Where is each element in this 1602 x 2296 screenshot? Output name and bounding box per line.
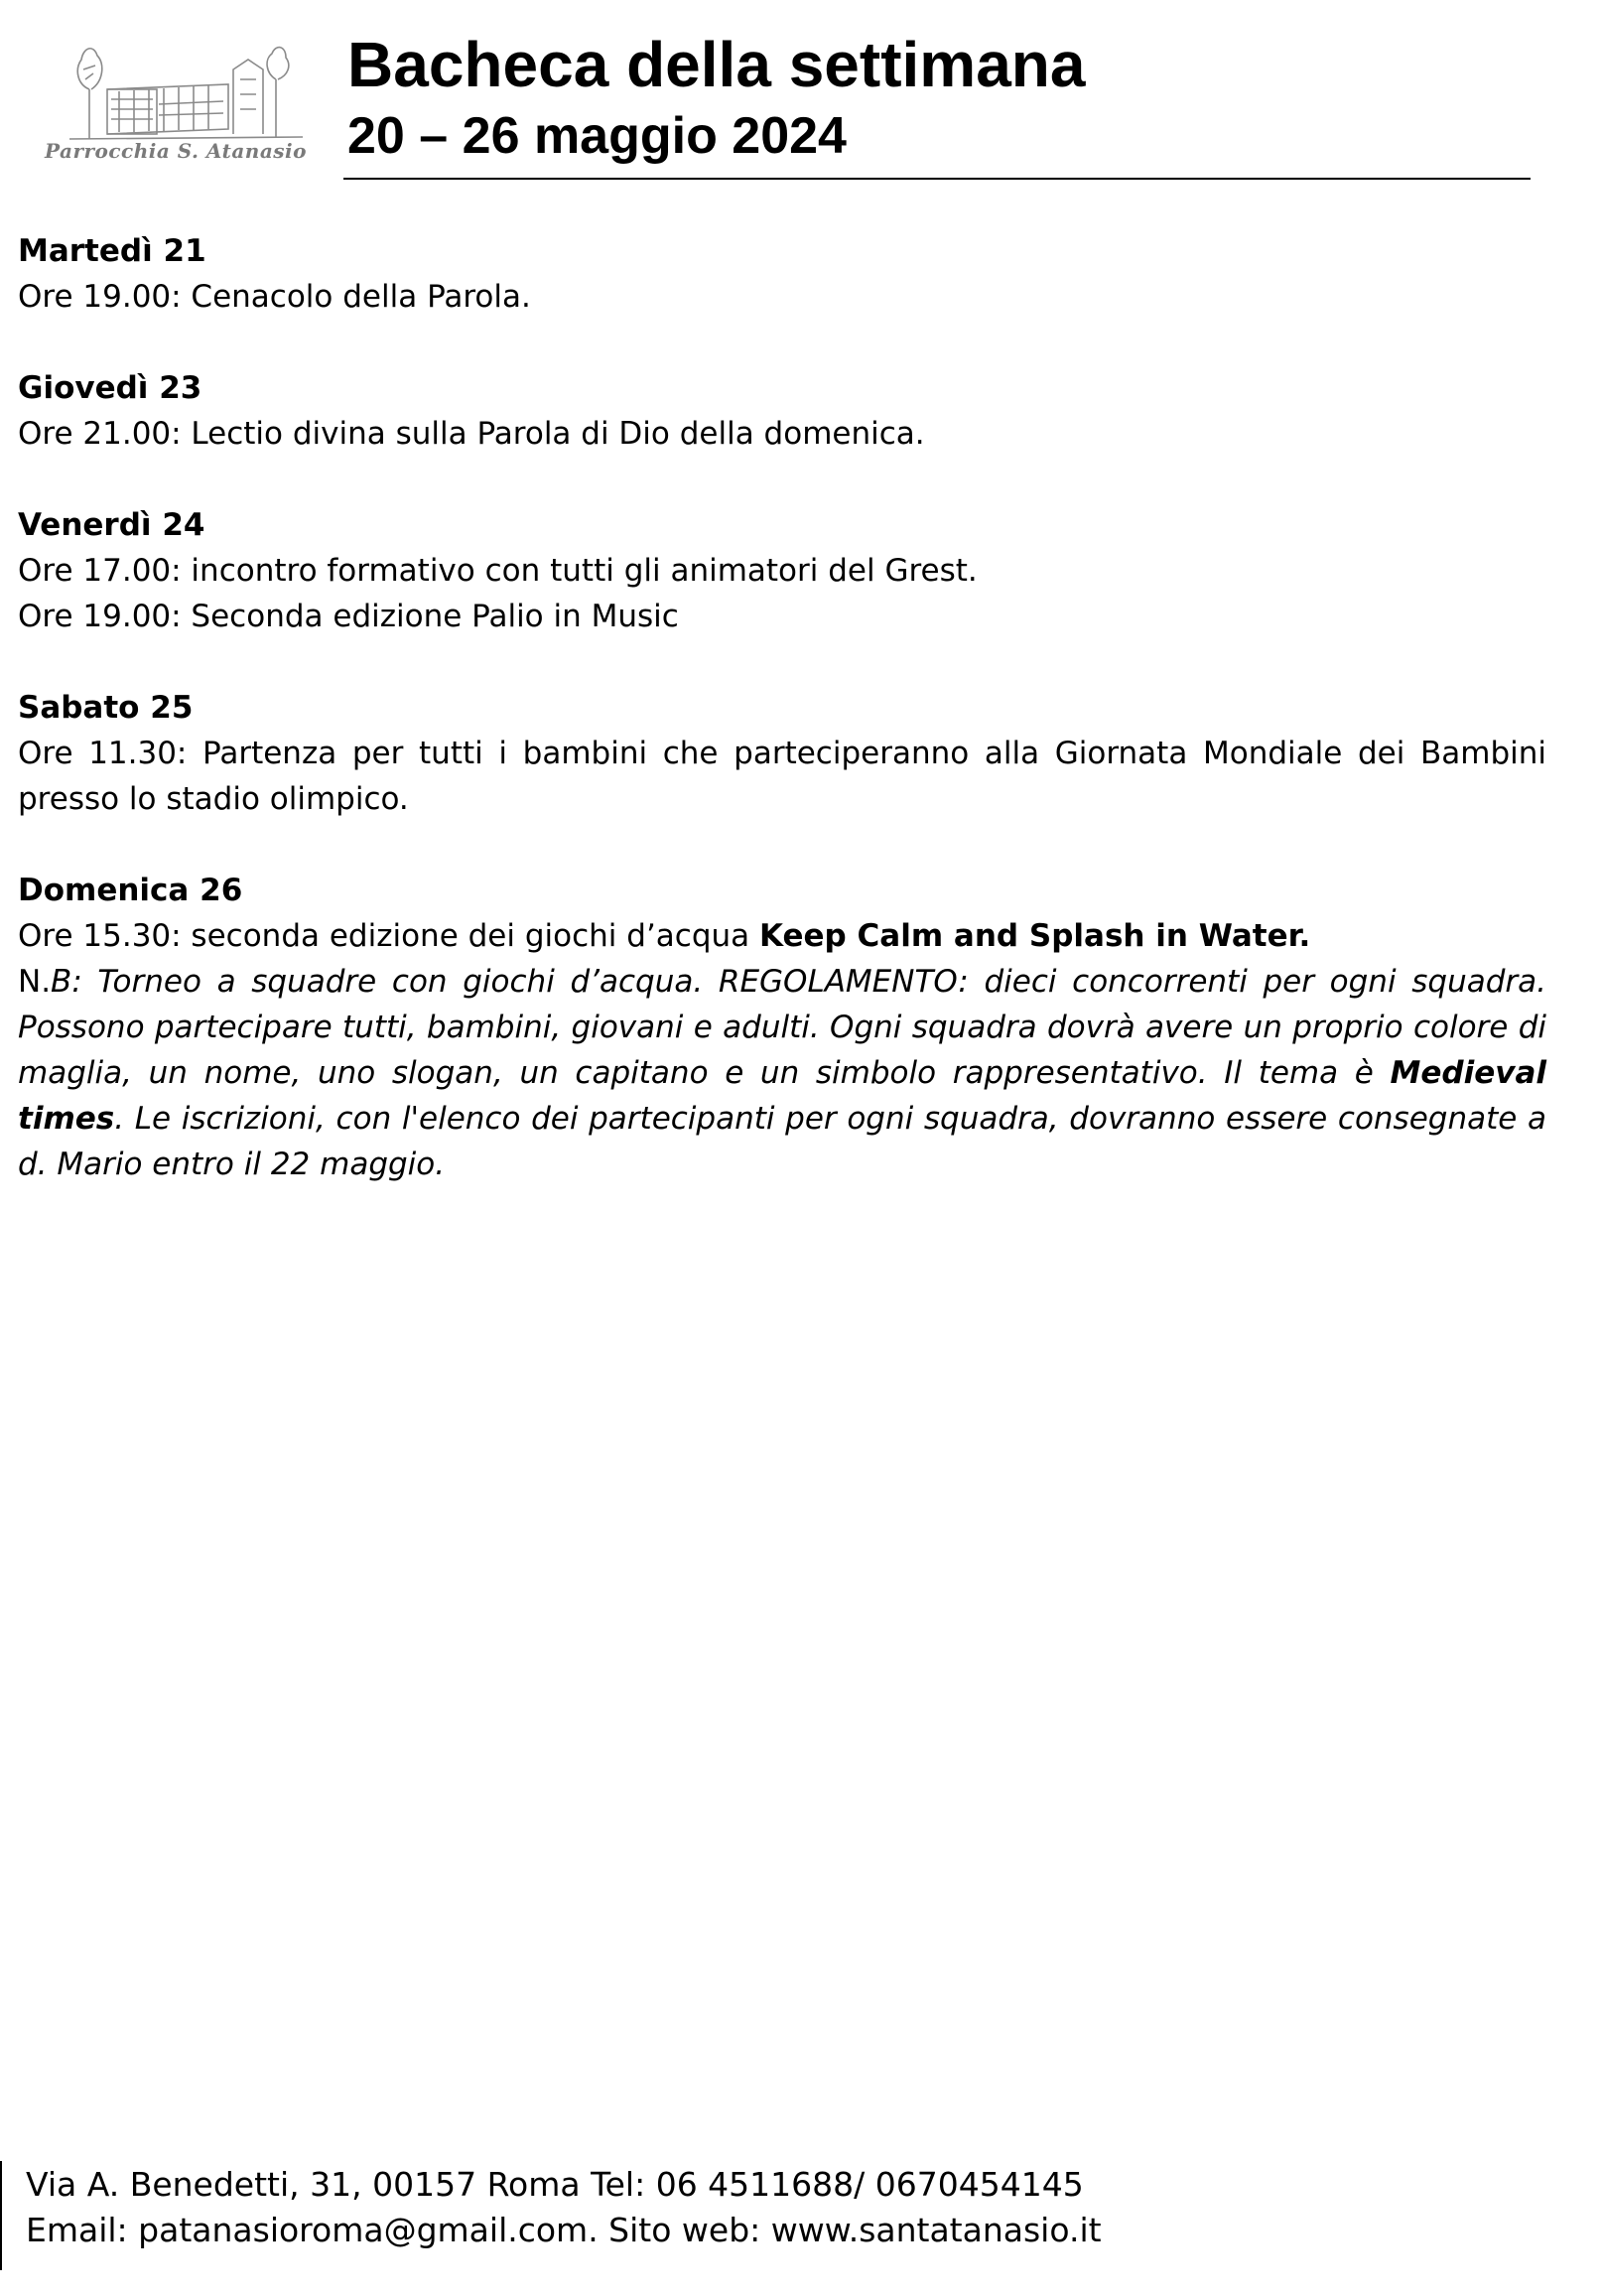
event-line: Ore 11.30: Partenza per tutti i bambini che parteciperanno alla Giornata Mondiale dei Bambini presso lo stadio olimpico.	[18, 736, 1546, 817]
day-heading: Venerdì 24	[18, 507, 205, 543]
rules-note	[18, 959, 1546, 1187]
page-title	[347, 26, 1085, 169]
title: Bacheca della settimana	[347, 29, 1086, 100]
logo-caption: Parrocchia S. Atanasio	[44, 139, 307, 163]
footer	[26, 2162, 1102, 2253]
event-line	[18, 913, 1546, 959]
day-heading: Martedì 21	[18, 233, 206, 269]
event-line: Ore 21.00: Lectio divina sulla Parola di Dio della domenica.	[18, 416, 925, 452]
day-heading: Domenica 26	[18, 873, 243, 908]
day-block-tuesday	[18, 228, 1546, 320]
day-block-friday	[18, 502, 1546, 639]
event-line: Ore 17.00: incontro formativo con tutti gli animatori del Grest.	[18, 553, 978, 589]
footer-contacts: Email: patanasioroma@gmail.com. Sito web: www.santatanasio.it	[26, 2211, 1102, 2249]
date-range: 20 – 26 maggio 2024	[347, 107, 847, 165]
event-text: Ore 15.30: seconda edizione dei giochi d’acqua	[18, 918, 760, 954]
day-block-sunday	[18, 868, 1546, 1187]
note-text: B: Torneo a squadre con giochi d’acqua. REGOLAMENTO: dieci concorrenti per ogni squadra. Possono partecipare tutti, bambini, giovani e adulti. Ogni squadra dovrà avere un proprio colore di maglia, un nome, uno slogan, un capitano e un simbolo rappresentativo. Il tema è	[18, 964, 1546, 1091]
event-line: Ore 19.00: Seconda edizione Palio in Music	[18, 599, 679, 634]
parish-logo	[20, 30, 308, 179]
day-heading: Sabato 25	[18, 690, 194, 726]
church-drawing	[20, 30, 308, 149]
title-underline	[343, 178, 1531, 180]
note-text-end: . Le iscrizioni, con l'elenco dei partecipanti per ogni squadra, dovranno essere consegnate a d. Mario entro il 22 maggio.	[18, 1101, 1546, 1182]
day-block-saturday	[18, 685, 1546, 822]
day-block-thursday	[18, 365, 1546, 457]
weekly-schedule	[18, 228, 1546, 1233]
event-title: Keep Calm and Splash in Water.	[759, 918, 1311, 954]
footer-address: Via A. Benedetti, 31, 00157 Roma Tel: 06 4511688/ 0670454145	[26, 2165, 1084, 2204]
day-heading: Giovedì 23	[18, 370, 202, 406]
event-line: Ore 19.00: Cenacolo della Parola.	[18, 279, 531, 315]
note-label: N.	[18, 964, 52, 1000]
note-theme: Medieval times	[18, 1055, 1546, 1137]
footer-bar	[0, 2161, 2, 2270]
